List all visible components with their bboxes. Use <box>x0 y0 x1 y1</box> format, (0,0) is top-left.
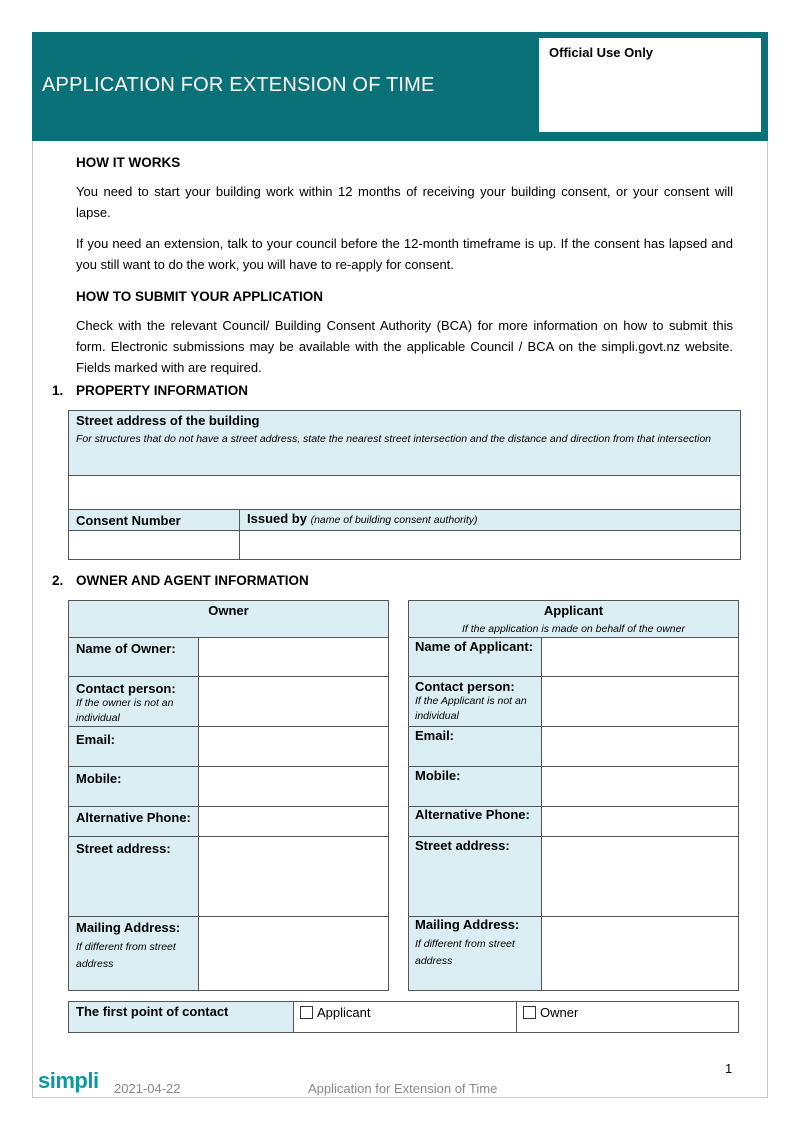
how-to-submit-heading: HOW TO SUBMIT YOUR APPLICATION <box>76 289 324 304</box>
owner-email-field[interactable] <box>198 726 389 767</box>
footer-date: 2021-04-22 <box>114 1081 181 1096</box>
owner-mailing-label: Mailing Address: <box>76 920 181 935</box>
applicant-mobile-label: Mobile: <box>415 768 461 783</box>
official-use-label: Official Use Only <box>549 45 654 60</box>
section-1-number: 1. <box>52 383 64 398</box>
applicant-checkbox[interactable] <box>300 1006 313 1019</box>
applicant-street-field[interactable] <box>541 836 739 917</box>
applicant-email-field[interactable] <box>541 726 739 767</box>
applicant-name-field[interactable] <box>541 637 739 677</box>
section-2-heading <box>52 573 309 588</box>
owner-mobile-field[interactable] <box>198 766 389 807</box>
section-2-number: 2. <box>52 573 64 588</box>
applicant-contact-label: Contact person: <box>415 679 515 694</box>
owner-name-field[interactable] <box>198 637 389 677</box>
owner-checkbox[interactable] <box>523 1006 536 1019</box>
street-address-hint: For structures that do not have a street address, state the nearest street intersection and the distance and direction from that intersection <box>76 433 712 445</box>
owner-email-label: Email: <box>76 732 116 747</box>
issued-by-label-text: Issued by <box>247 511 307 526</box>
owner-alt-phone-label: Alternative Phone: <box>76 810 191 825</box>
how-it-works-para-2: If you need an extension, talk to your council before the 12-month timeframe is up. If the consent has lapsed and you still want to do the work, you will have to re-apply for consent. <box>76 236 733 272</box>
street-address-label: Street address of the building <box>76 413 260 428</box>
how-it-works-heading: HOW IT WORKS <box>76 155 181 170</box>
applicant-mailing-field[interactable] <box>541 916 739 991</box>
owner-name-label: Name of Owner: <box>76 641 176 656</box>
applicant-mailing-label: Mailing Address: <box>415 917 520 932</box>
owner-street-field[interactable] <box>198 836 389 917</box>
applicant-name-label: Name of Applicant: <box>415 639 533 654</box>
applicant-alt-phone-label: Alternative Phone: <box>415 807 530 822</box>
issued-by-field[interactable] <box>239 530 741 560</box>
owner-mailing-field[interactable] <box>198 916 389 991</box>
applicant-email-label: Email: <box>415 728 455 743</box>
applicant-mobile-field[interactable] <box>541 766 739 807</box>
applicant-subtitle: If the application is made on behalf of the owner <box>462 623 685 635</box>
consent-number-field[interactable] <box>68 530 240 560</box>
section-1-heading <box>52 383 248 398</box>
owner-title: Owner <box>208 603 249 618</box>
owner-checkbox-label: Owner <box>540 1005 579 1020</box>
owner-alt-phone-field[interactable] <box>198 806 389 837</box>
issued-by-label <box>247 511 478 526</box>
page-title: APPLICATION FOR EXTENSION OF TIME <box>42 74 435 96</box>
simpli-logo: simpli <box>38 1068 99 1093</box>
first-contact-label: The first point of contact <box>76 1004 229 1019</box>
street-address-field[interactable] <box>68 475 741 510</box>
owner-contact-field[interactable] <box>198 676 389 727</box>
owner-mobile-label: Mobile: <box>76 771 122 786</box>
issued-by-hint: (name of building consent authority) <box>310 514 478 526</box>
owner-contact-hint: If the owner is not an individual <box>76 697 174 724</box>
applicant-street-label: Street address: <box>415 838 510 853</box>
owner-contact-label: Contact person: <box>76 681 176 696</box>
how-it-works-para-1: You need to start your building work within 12 months of receiving your building consent, or your consent will lapse. <box>76 184 733 220</box>
applicant-mailing-hint: If different from street address <box>415 938 515 967</box>
applicant-checkbox-label: Applicant <box>317 1005 371 1020</box>
section-1-title: PROPERTY INFORMATION <box>76 383 249 398</box>
applicant-title: Applicant <box>543 603 604 618</box>
section-2-title: OWNER AND AGENT INFORMATION <box>76 573 309 588</box>
applicant-contact-hint: If the Applicant is not an individual <box>415 695 527 722</box>
applicant-alt-phone-field[interactable] <box>541 806 739 837</box>
owner-street-label: Street address: <box>76 841 171 856</box>
consent-number-label: Consent Number <box>76 513 181 528</box>
footer-title: Application for Extension of Time <box>308 1081 498 1096</box>
owner-mailing-hint: If different from street address <box>76 941 176 970</box>
applicant-contact-field[interactable] <box>541 676 739 727</box>
page-number: 1 <box>725 1061 733 1076</box>
how-to-submit-para: Check with the relevant Council/ Building Consent Authority (BCA) for more information on how to submit this form. Electronic submissions may be available with the applicable Council / BCA on the simpli.govt.nz website. Fields marked with are required. <box>76 318 733 375</box>
